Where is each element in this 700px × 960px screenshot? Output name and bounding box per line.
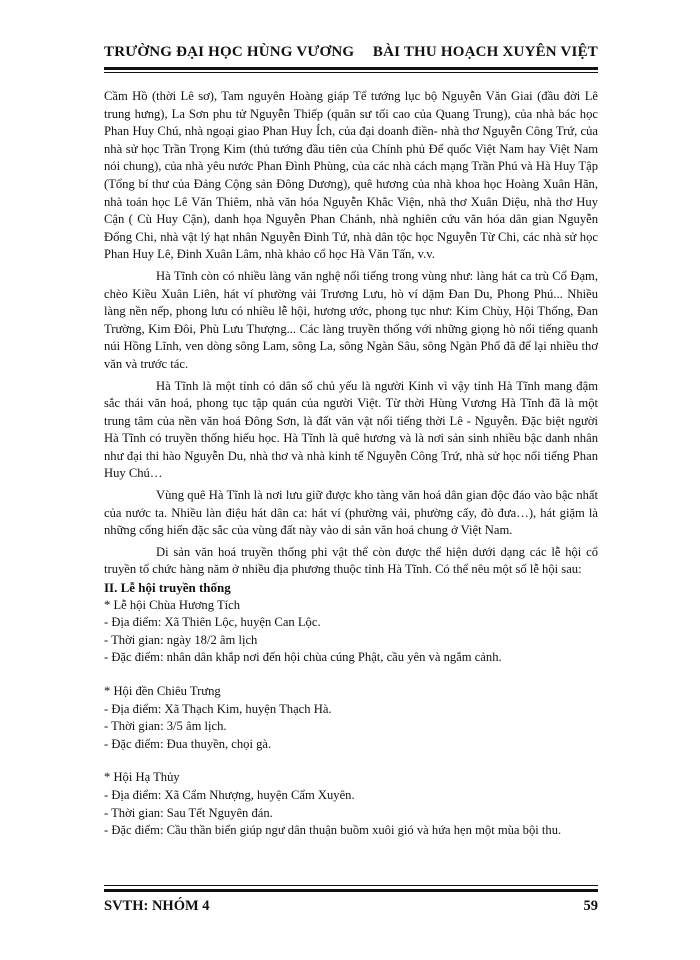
festival-item	[104, 769, 598, 839]
header-rule-thin	[104, 72, 598, 73]
festival-item	[104, 683, 598, 753]
festival-feature: - Đặc điểm: nhân dân khắp nơi đến hội chùa cúng Phật, cầu yên và ngắm cảnh.	[104, 650, 502, 665]
festival-name: * Hội Hạ Thủy	[104, 770, 180, 785]
festival-location: - Địa điểm: Xã Thiên Lộc, huyện Can Lộc.	[104, 615, 321, 630]
header-rule-thick	[104, 67, 598, 70]
page-number: 59	[583, 898, 598, 914]
header-report-title: BÀI THU HOẠCH XUYÊN VIỆT	[372, 44, 598, 60]
page-body	[104, 88, 598, 840]
paragraph-2: Hà Tĩnh còn có nhiều làng văn nghệ nổi tiếng trong vùng như: làng hát ca trù Cổ Đạm, chèo Kiều Xuân Liên, hát ví phường vải Trương Lưu, hò ví dặm Đan Du, Phong Phú... Nhiều làng nền nếp, phong lưu có nhiều lễ hội, hương ước, phong tục như: Kim Chùy, Hội Thống, Đan Trường, Kim Đôi, Phù Lưu Thượng... Các làng truyền thống với những giọng hò nổi tiếng quanh núi Hồng Lĩnh, ven dòng sông Lam, sông La, sông Ngàn Sâu, sông Ngàn Phố đã để lại nhiều thơ văn và trước tác.	[104, 268, 598, 371]
festival-feature: - Đặc điểm: Đua thuyền, chọi gà.	[104, 736, 272, 751]
footer-rule-thick	[104, 889, 598, 892]
festival-time: - Thời gian: Sau Tết Nguyên đán.	[104, 805, 273, 820]
festival-feature: - Đặc điểm: Cầu thần biển giúp ngư dân thuận buồm xuôi gió và hứa hẹn một mùa bội thu.	[104, 823, 562, 838]
festival-location: - Địa điểm: Xã Cẩm Nhượng, huyện Cẩm Xuyên.	[104, 787, 355, 802]
paragraph-5: Di sản văn hoá truyền thống phi vật thể còn được thể hiện dưới dạng các lễ hội cổ truyền tổ chức hàng năm ở nhiều địa phương thuộc tỉnh Hà Tĩnh. Có thể nêu một số lễ hội sau:	[104, 544, 598, 577]
festival-name: * Lễ hội Chùa Hương Tích	[104, 597, 241, 612]
page-header	[104, 44, 598, 66]
paragraph-4: Vùng quê Hà Tĩnh là nơi lưu giữ được kho tàng văn hoá dân gian độc đáo vào bậc nhất của nước ta. Nhiều làn điệu hát dân ca: hát ví (phường vải, phường cấy, đò đưa…), hát giặm là những cống hiến đặc sắc của vùng đất này vào di sản văn hoá chung ở Việt Nam.	[104, 488, 598, 538]
festival-time: - Thời gian: ngày 18/2 âm lịch	[104, 632, 258, 647]
festival-location: - Địa điểm: Xã Thạch Kim, huyện Thạch Hà.	[104, 701, 332, 716]
festival-time: - Thời gian: 3/5 âm lịch.	[104, 719, 227, 734]
festival-item	[104, 597, 598, 667]
section-title: II. Lễ hội truyền thống	[104, 580, 231, 596]
footer-group-name: SVTH: NHÓM 4	[104, 898, 210, 914]
paragraph-1: Cầm Hồ (thời Lê sơ), Tam nguyên Hoàng giáp Tể tướng lục bộ Nguyễn Văn Giai (đầu đời Lê trung hưng), La Sơn phu tử Nguyễn Thiếp (quân sư tối cao của Quang Trung), của nhà bác học Phan Huy Chú, nhà ngoại giao Phan Huy Ích, của đại doanh điền- nhà thơ Nguyễn Công Trứ, của nhà sử học Trần Trọng Kim (thủ tướng đầu tiên của Chính phủ Đế quốc Việt Nam hay Việt Nam nói chung), của nhà yêu nước Phan Đình Phùng, của các nhà cách mạng Trần Phú và Hà Huy Tập (Tổng bí thư của Đảng Cộng sản Đông Dương), quê hương của nhà khoa học Hoàng Xuân Hãn, nhà toán học Lê Văn Thiêm, nhà văn hóa Nguyễn Khắc Viện, nhà thơ Xuân Diệu, nhà thơ Huy Cận ( Cù Huy Cận), danh họa Nguyễn Phan Chánh, nhà nghiên cứu văn hóa dân gian Nguyễn Đổng Chi, nhà vật lý hạt nhân Nguyễn Đình Tứ, nhà dân tộc học Nguyễn Từ Chi, các nhà sử học Phan Huy Lê, Đinh Xuân Lâm, nhà khảo cổ học Hà Văn Tấn, v.v.	[104, 89, 598, 262]
festival-name: * Hội đền Chiêu Trưng	[104, 684, 221, 698]
header-school-name: TRƯỜNG ĐẠI HỌC HÙNG VƯƠNG	[104, 44, 355, 60]
footer-rule-thin	[104, 885, 598, 886]
paragraph-3: Hà Tĩnh là một tỉnh có dân số chủ yếu là người Kinh vì vậy tỉnh Hà Tĩnh mang đậm sắc thái văn hoá, phong tục tập quán của người Việt. Từ thời Hùng Vương Hà Tĩnh đã là một trung tâm của nền văn hoá Đông Sơn, là đất văn vật nổi tiếng thời Lê - Nguyễn. Đặc biệt người Hà Tĩnh có truyền thống hiếu học. Hà Tĩnh là quê hương và là nơi sản sinh nhiều bậc danh nhân như đại thi hào Nguyễn Du, nhà thơ và nhà kinh tế Nguyễn Công Trứ, nhà sử học nổi tiếng Phan Huy Chú…	[104, 378, 598, 481]
